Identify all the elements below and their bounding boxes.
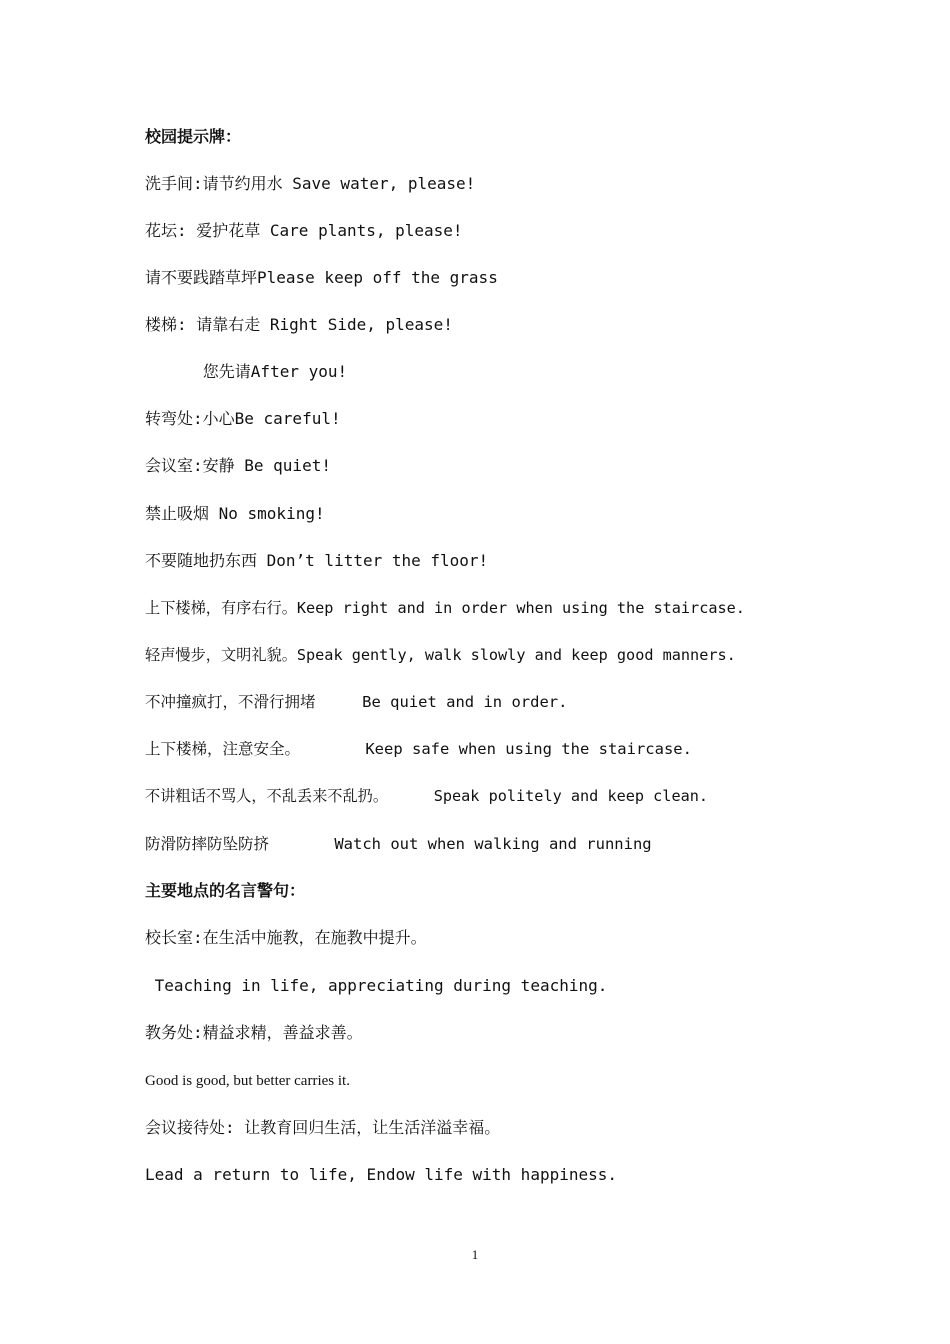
page-number: 1 <box>471 1247 479 1262</box>
text-line: Lead a return to life, Endow life with happiness. <box>145 1165 618 1184</box>
text-line: 花坛: 爱护花草 Care plants, please! <box>145 221 463 240</box>
text-line: 校长室:在生活中施教，在施教中提升。 <box>145 928 427 947</box>
text-line: 转弯处:小心Be careful! <box>145 409 341 428</box>
text-line: 会议接待处: 让教育回归生活，让生活洋溢幸福。 <box>145 1118 501 1137</box>
text-line: 禁止吸烟 No smoking! <box>145 504 325 523</box>
section-heading-campus-signs: 校园提示牌： <box>145 127 242 146</box>
text-line: Teaching in life, appreciating during teaching. <box>145 976 608 995</box>
text-line: 楼梯: 请靠右走 Right Side, please! <box>145 315 453 334</box>
text-line: Good is good, but better carries it. <box>145 1073 350 1089</box>
text-line: 不冲撞疯打，不滑行拥堵 Be quiet and in order. <box>145 693 568 711</box>
text-line: 不要随地扔东西 Don’t litter the floor! <box>145 551 489 570</box>
text-line: 不讲粗话不骂人，不乱丢来不乱扔。 Speak politely and keep clean. <box>145 787 709 805</box>
text-line: 防滑防摔防坠防挤 Watch out when walking and running <box>145 835 652 853</box>
section-heading-key-locations: 主要地点的名言警句： <box>145 881 306 900</box>
text-line: 您先请After you! <box>145 362 348 381</box>
text-line: 上下楼梯，注意安全。 Keep safe when using the staircase. <box>145 740 692 758</box>
text-line: 上下楼梯，有序右行。Keep right and in order when using the staircase. <box>145 599 745 617</box>
text-line: 轻声慢步，文明礼貌。Speak gently, walk slowly and keep good manners. <box>145 646 736 664</box>
text-line: 洗手间:请节约用水 Save water, please! <box>145 174 476 193</box>
text-line: 请不要践踏草坪Please keep off the grass <box>145 268 498 287</box>
text-line: 会议室:安静 Be quiet! <box>145 456 331 475</box>
text-line: 教务处:精益求精，善益求善。 <box>145 1023 363 1042</box>
